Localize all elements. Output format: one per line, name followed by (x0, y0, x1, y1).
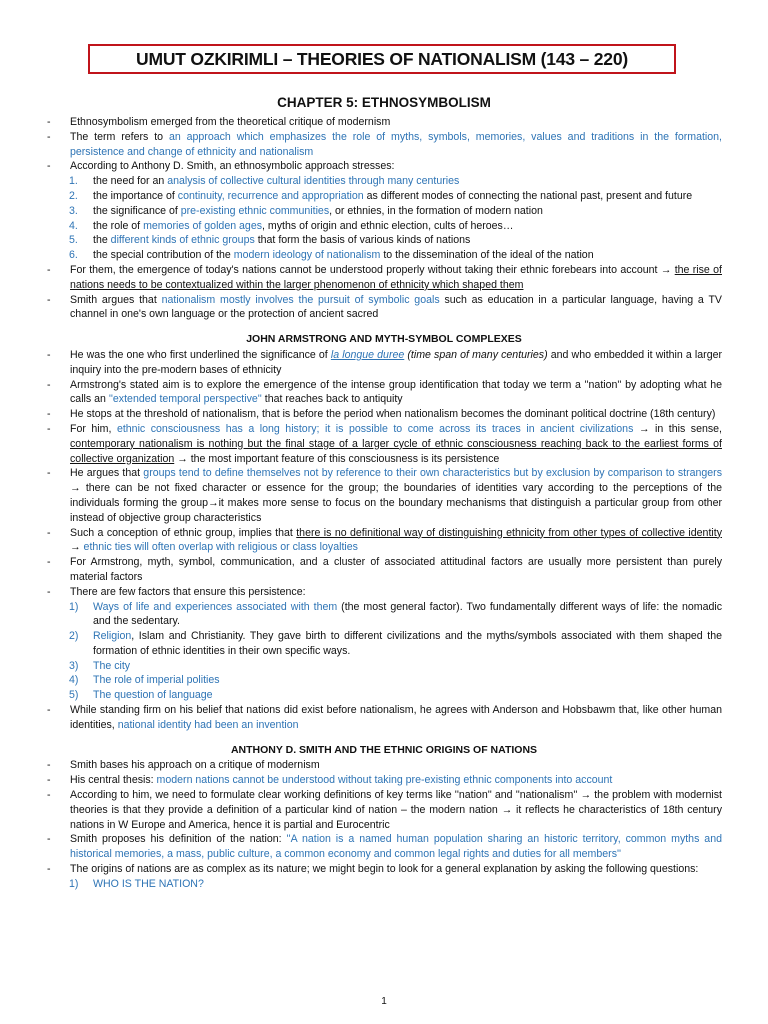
bullet-item: - For him, ethnic consciousness has a long history; it is possible to come across its traces in ancient civilizations → in this sense, contemporary nationalism is nothing but the final stage of a larger cycle of ethnic consciousness reaching back to the earliest forms of collective organization → the most important feature of this consciousness is its persistence (47, 422, 722, 465)
numbered-item: 4. the role of memories of golden ages, myths of origin and ethnic election, cults of heroes… (69, 219, 514, 232)
bullet-item: - Ethnosymbolism emerged from the theoretical critique of modernism (47, 116, 391, 128)
bullet-item: - There are few factors that ensure this persistence: (47, 585, 306, 598)
bullet-item: - He stops at the threshold of nationalism, that is before the period when nationalism becomes the dominant political doctrine (18th century) (47, 408, 716, 421)
numbered-item: 6. the special contribution of the modern ideology of nationalism to the dissemination of the ideal of the nation (69, 249, 594, 262)
bullet-item: - Such a conception of ethnic group, implies that there is no definitional way of distinguishing ethnicity from other types of collective identity → ethnic ties will often overlap with religious or class loyalties (47, 526, 722, 554)
la-longue-duree-link[interactable]: la longue duree (330, 348, 405, 361)
numbered-item: 4) The role of imperial polities (69, 674, 220, 687)
numbered-item: 1) WHO IS THE NATION? (69, 877, 204, 890)
numbered-item: 2) Religion, Islam and Christianity. They gave birth to different civilizations and the myths/symbols associated with them shaped the formation of ethnic identities in their own specific ways. (69, 630, 722, 657)
numbered-item: 1. the need for an analysis of collective cultural identities through many centuries (69, 175, 460, 188)
bullet-item: - While standing firm on his belief that nations did exist before nationalism, he agrees with Anderson and Hobsbawm that, like other human identities, national identity had been an invention (47, 704, 722, 731)
numbered-item: 2. the importance of continuity, recurrence and appropriation as different modes of connecting the national past, present and future (69, 189, 693, 202)
bullet-item: - The term refers to an approach which emphasizes the role of myths, symbols, memories, values and traditions in the formation, persistence and change of ethnicity and nationalism (47, 130, 722, 158)
bullet-item: - His central thesis: modern nations cannot be understood without taking pre-existing ethnic components into account (47, 774, 613, 787)
bullet-item: - He argues that groups tend to define themselves not by reference to their own characteristics but by exclusion by comparison to strangers → there can be not fixed character or essence for the group; the boundaries of identities vary according to the perceptions of the individuals forming the group→it makes more sense to focus on the boundary mechanisms that distinguish a particular group from other instead of objective group characteristics (47, 467, 722, 524)
document-title: UMUT OZKIRIMLI – THEORIES OF NATIONALISM (143 – 220) (88, 44, 676, 74)
bullet-item: - Smith argues that nationalism mostly involves the pursuit of symbolic goals such as education in a particular language, having a TV channel in one's own language or the protection of ancient sacred (47, 293, 722, 321)
bullet-item: - Smith bases his approach on a critique of modernism (47, 759, 320, 772)
section-heading-smith: ANTHONY D. SMITH AND THE ETHNIC ORIGINS OF NATIONS (230, 743, 538, 756)
numbered-item: 5) The question of language (69, 689, 213, 702)
bullet-item: - For Armstrong, myth, symbol, communication, and a cluster of associated attitudinal factors are usually more persistent than purely material factors (47, 556, 722, 583)
page-number: 1 (381, 996, 387, 1007)
numbered-item: 3. the significance of pre-existing ethnic communities, or ethnies, in the formation of modern nation (69, 204, 543, 217)
numbered-item: 3) The city (69, 659, 131, 672)
numbered-item: 5. the different kinds of ethnic groups that form the basis of various kinds of nations (69, 234, 471, 247)
chapter-heading: CHAPTER 5: ETHNOSYMBOLISM (277, 95, 491, 110)
document-body (46, 115, 722, 892)
bullet-item: - Armstrong's stated aim is to explore the emergence of the intense group identification that today we term a ''nation'' by adopting what he calls an ''extended temporal perspective'' that reaches back to antiquity (47, 378, 722, 406)
bullet-item: - According to him, we need to formulate clear working definitions of key terms like ''nation'' and ''nationalism'' → the problem with modernist theories is that they provide a definition of a particular kind of nation – the modern nation → it reflects he characteristics of 18th century nations in W Europe and America, hence it is partial and Eurocentric (47, 789, 722, 831)
bullet-item: - According to Anthony D. Smith, an ethnosymbolic approach stresses: (47, 160, 395, 173)
bullet-item: - The origins of nations are as complex as its nature; we might begin to look for a general explanation by asking the following questions: (47, 863, 699, 876)
bullet-item: - For them, the emergence of today's nations cannot be understood properly without taking their ethnic forebears into account → the rise of nations needs to be contextualized within the larger phenomenon of ethnicity which shaped them (47, 263, 722, 291)
bullet-item: - He was the one who first underlined the significance of la longue duree (time span of many centuries) and who embedded it within a larger inquiry into the pre-modern bases of ethnicity (47, 348, 723, 376)
numbered-item: 1) Ways of life and experiences associated with them (the most general factor). Two fundamentally different ways of life: the nomadic and the sedentary. (69, 600, 723, 628)
bullet-item: - Smith proposes his definition of the nation: ''A nation is a named human population sharing an historic territory, common myths and historical memories, a mass, public culture, a common economy and common legal rights and duties for all members'' (47, 833, 722, 861)
section-heading-armstrong: JOHN ARMSTRONG AND MYTH-SYMBOL COMPLEXES (246, 333, 522, 346)
